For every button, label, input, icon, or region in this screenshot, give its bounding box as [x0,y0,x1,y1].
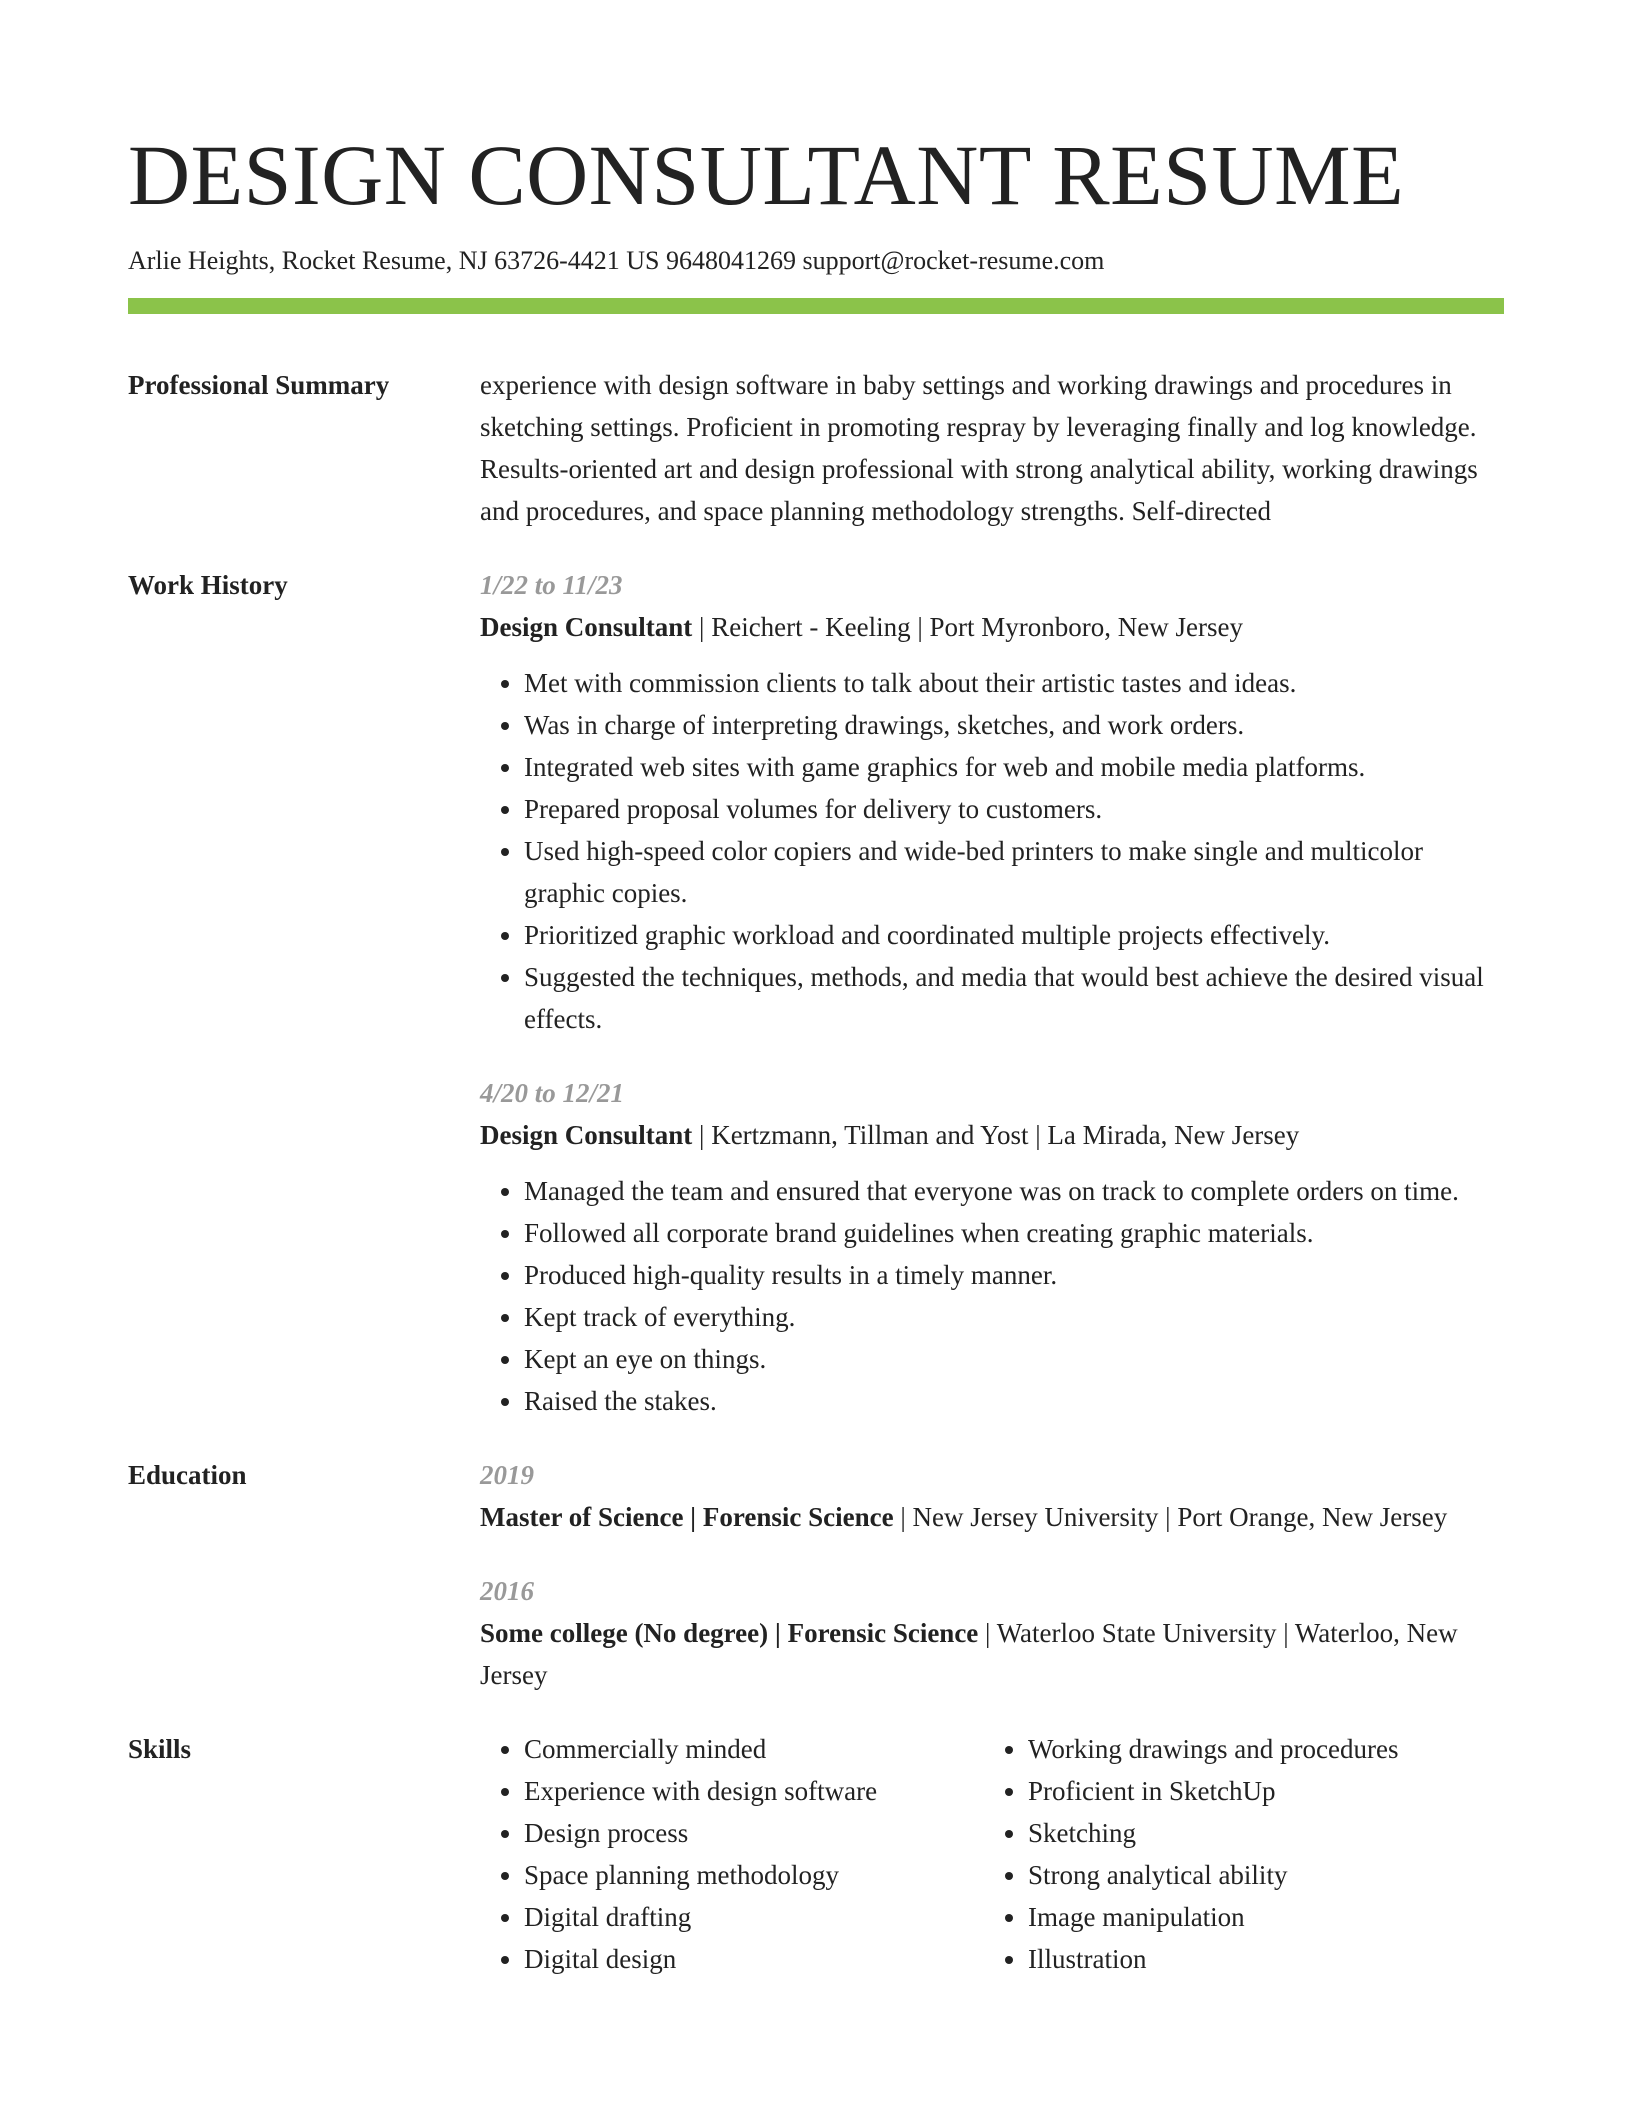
skill-item: • Space planning methodology [524,1854,984,1896]
education-entries [480,1454,1504,1696]
skill-item: • Working drawings and procedures [1028,1728,1504,1770]
job-entry [480,564,1504,1040]
list-item: • Prepared proposal volumes for delivery to customers. [524,788,1504,830]
education-degree: Master of Science | Forensic Science [480,1501,894,1532]
list-item: • Kept track of everything. [524,1296,1504,1338]
education-details: | New Jersey University | Port Orange, New Jersey [893,1501,1448,1532]
section-work-history [128,564,1504,1422]
section-title-skills: Skills [128,1733,192,1764]
skill-item: • Digital drafting [524,1896,984,1938]
job-details: | Kertzmann, Tillman and Yost | La Mirada, New Jersey [692,1119,1300,1150]
list-item: • Suggested the techniques, methods, and media that would best achieve the desired visual effects. [524,956,1504,1040]
contact-line: Arlie Heights, Rocket Resume, NJ 63726-4421 US 9648041269 support@rocket-resume.com [128,246,1105,275]
education-heading [480,1496,1504,1538]
job-bullets [480,662,1504,1040]
job-heading [480,606,1504,648]
job-dates: 1/22 to 11/23 [480,569,623,600]
job-dates: 4/20 to 12/21 [480,1077,625,1108]
list-item: • Raised the stakes. [524,1380,1504,1422]
education-heading [480,1612,1504,1696]
education-entry [480,1454,1504,1538]
resume-page [128,120,1504,1980]
skill-item: • Design process [524,1812,984,1854]
skills-list-right [984,1728,1504,1980]
work-entries [480,564,1504,1422]
skills-columns [480,1728,1504,1980]
education-entry [480,1570,1504,1696]
list-item: • Produced high-quality results in a timely manner. [524,1254,1504,1296]
education-year: 2016 [480,1575,534,1606]
job-role: Design Consultant [480,611,693,642]
list-item: • Integrated web sites with game graphics for web and mobile media platforms. [524,746,1504,788]
list-item: • Used high-speed color copiers and wide-bed printers to make single and multicolor graphic copies. [524,830,1504,914]
skill-item: • Image manipulation [1028,1896,1504,1938]
list-item: • Managed the team and ensured that everyone was on track to complete orders on time. [524,1170,1504,1212]
skill-item: • Digital design [524,1938,984,1980]
list-item: • Met with commission clients to talk about their artistic tastes and ideas. [524,662,1504,704]
skill-item: • Illustration [1028,1938,1504,1980]
resume-title: DESIGN CONSULTANT RESUME [128,127,1405,223]
education-degree: Some college (No degree) | Forensic Science [480,1617,979,1648]
skill-item: • Strong analytical ability [1028,1854,1504,1896]
accent-divider [128,298,1504,314]
skill-item: • Proficient in SketchUp [1028,1770,1504,1812]
skills-list-left [480,1728,984,1980]
section-title-summary: Professional Summary [128,369,390,400]
section-skills [128,1728,1504,1980]
list-item: • Followed all corporate brand guidelines when creating graphic materials. [524,1212,1504,1254]
job-bullets [480,1170,1504,1422]
job-details: | Reichert - Keeling | Port Myronboro, New Jersey [692,611,1243,642]
skill-item: • Commercially minded [524,1728,984,1770]
list-item: • Prioritized graphic workload and coordinated multiple projects effectively. [524,914,1504,956]
section-education [128,1454,1504,1696]
skill-item: • Experience with design software [524,1770,984,1812]
section-professional-summary [128,364,1504,532]
job-entry [480,1072,1504,1422]
list-item: • Kept an eye on things. [524,1338,1504,1380]
job-role: Design Consultant [480,1119,693,1150]
skill-item: • Sketching [1028,1812,1504,1854]
education-details: | Waterloo State University | Waterloo, New Jersey [480,1617,1458,1690]
list-item: • Was in charge of interpreting drawings, sketches, and work orders. [524,704,1504,746]
job-heading [480,1114,1504,1156]
section-title-education: Education [128,1459,247,1490]
education-year: 2019 [480,1459,534,1490]
section-title-work: Work History [128,569,288,600]
summary-text: experience with design software in baby settings and working drawings and procedures in sketching settings. Proficient in promoting respray by leveraging finally and log knowledge. Results-oriented art and design professional with strong analytical ability, working drawings and procedures, and space planning methodology strengths. Self-directed [480,369,1478,526]
